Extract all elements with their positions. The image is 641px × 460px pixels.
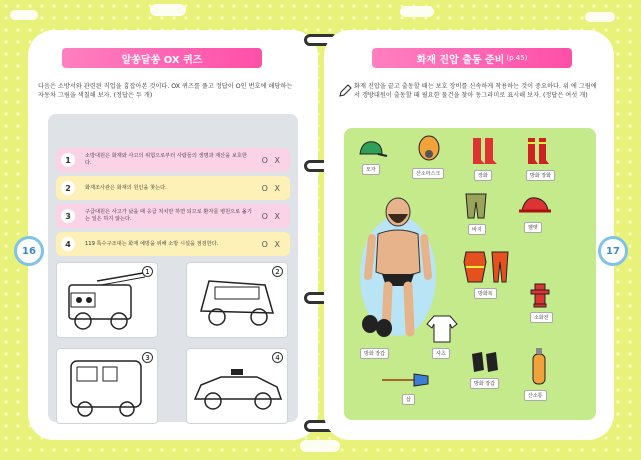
item-label-fire-suit: 방화복 bbox=[474, 288, 497, 299]
picture-number: 2 bbox=[272, 266, 283, 277]
pencil-icon bbox=[338, 84, 352, 98]
oxygen-mask-icon[interactable] bbox=[416, 134, 442, 164]
item-label-oxygen-tank: 산소통 bbox=[524, 390, 547, 401]
quiz-question-1[interactable] bbox=[56, 148, 290, 172]
cloud-decoration bbox=[10, 10, 38, 20]
boots-icon[interactable] bbox=[470, 136, 498, 166]
picture-number: 1 bbox=[142, 266, 153, 277]
cloud-decoration bbox=[400, 6, 434, 17]
question-text: 119 특수구조대는 화재 예방을 위해 소방 시설을 점검한다. bbox=[85, 240, 219, 247]
item-label-gloves-2: 방화 장갑 bbox=[470, 378, 499, 389]
question-text: 소방대원은 화재와 사고의 위험으로부터 사람들의 생명과 재산을 보호한다. bbox=[85, 153, 247, 166]
item-label-helmet: 헬멧 bbox=[524, 222, 542, 233]
ox-choices[interactable]: O X bbox=[261, 155, 282, 165]
question-number: 1 bbox=[61, 153, 75, 167]
ambulance-picture[interactable] bbox=[56, 348, 158, 424]
cloud-decoration bbox=[300, 440, 340, 452]
picture-number: 4 bbox=[272, 352, 283, 363]
right-page-number: 17 bbox=[598, 236, 628, 266]
question-number: 3 bbox=[61, 209, 75, 223]
pants-icon[interactable] bbox=[464, 192, 488, 220]
shirt-icon[interactable] bbox=[426, 314, 458, 344]
item-label-pants: 바지 bbox=[468, 224, 486, 235]
quiz-question-3[interactable] bbox=[56, 204, 290, 228]
fire-boots-icon[interactable] bbox=[526, 136, 550, 166]
fire-hydrant-icon[interactable] bbox=[530, 278, 550, 308]
question-number: 4 bbox=[61, 237, 75, 251]
cap-icon[interactable] bbox=[356, 138, 388, 160]
fire-truck-picture[interactable] bbox=[56, 262, 158, 338]
right-page-title: 화재 진압 출동 준비 (p.45) bbox=[372, 48, 572, 68]
item-label-cap: 모자 bbox=[362, 164, 380, 175]
cloud-decoration bbox=[585, 12, 615, 22]
fire-gloves-icon[interactable] bbox=[470, 350, 500, 374]
left-page bbox=[28, 30, 318, 440]
shovel-icon[interactable] bbox=[380, 372, 430, 388]
item-label-fire-boots: 방화 장화 bbox=[526, 170, 555, 181]
ox-choices[interactable]: O X bbox=[261, 239, 282, 249]
item-label-gloves-1: 방화 장갑 bbox=[360, 348, 389, 359]
gear-panel bbox=[344, 128, 596, 420]
oxygen-tank-icon[interactable] bbox=[528, 346, 550, 386]
right-intro: 화재 진압을 끝고 출동할 때는 보호 장비를 신속하게 착용하는 것이 중요하다. 위 에 그림에서 갱방대원이 출동할 때 필요한 물건을 찾아 동그라미로 표시해 보자. (정답은 여섯 개) bbox=[354, 83, 597, 99]
item-label-oxygen-mask: 산소마스크 bbox=[412, 168, 444, 179]
left-page-title: 알쏭달쏭 OX 퀴즈 bbox=[62, 48, 262, 68]
ox-choices[interactable]: O X bbox=[261, 183, 282, 193]
quiz-panel bbox=[48, 114, 298, 422]
question-text: 화재조사관은 화재의 원인을 찾는다. bbox=[85, 184, 167, 191]
picture-number: 3 bbox=[142, 352, 153, 363]
item-label-shirt: 셔츠 bbox=[432, 348, 450, 359]
item-label-fire-hydrant: 소화전 bbox=[530, 312, 553, 323]
cloud-decoration bbox=[150, 4, 186, 16]
quiz-question-2[interactable] bbox=[56, 176, 290, 200]
gloves-icon[interactable] bbox=[360, 312, 394, 338]
police-car-picture[interactable] bbox=[186, 348, 288, 424]
question-text: 구급대원은 사고가 났을 때 응급 처치만 하면 되므로 환자를 병원으로 옮기는 일은 하지 않는다. bbox=[85, 209, 252, 222]
right-page bbox=[324, 30, 614, 440]
left-page-number: 16 bbox=[14, 236, 44, 266]
item-label-boots: 장화 bbox=[474, 170, 492, 181]
quiz-question-4[interactable] bbox=[56, 232, 290, 256]
helmet-icon[interactable] bbox=[518, 196, 552, 216]
ox-choices[interactable]: O X bbox=[261, 211, 282, 221]
fire-suit-icon[interactable] bbox=[462, 248, 514, 284]
question-number: 2 bbox=[61, 181, 75, 195]
item-label-shovel: 삽 bbox=[402, 394, 415, 405]
van-picture[interactable] bbox=[186, 262, 288, 338]
left-intro: 다음은 소방서와 관련된 직업을 흉잡아본 것이다. OX 퀴즈를 풀고 정답이 O인 번호에 해당하는 자동차 그림을 색칠해 보자. (정답은 두 개) bbox=[38, 83, 293, 99]
